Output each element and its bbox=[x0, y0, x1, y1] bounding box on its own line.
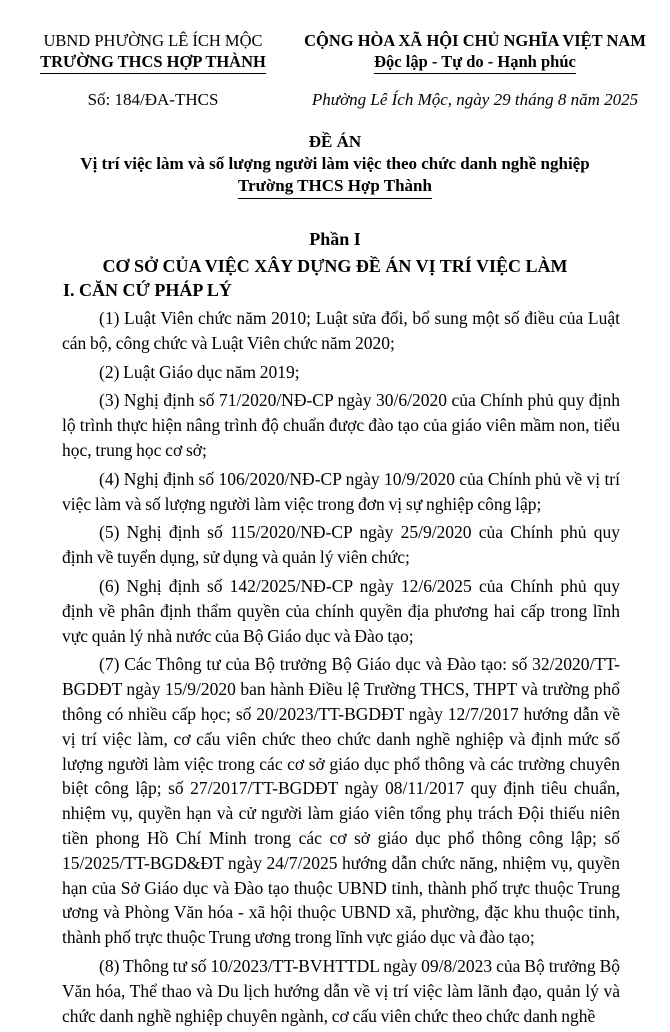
part-label: Phần I bbox=[309, 229, 361, 249]
national-motto-block bbox=[290, 30, 660, 74]
section-heading: I. CĂN CỨ PHÁP LÝ bbox=[63, 280, 232, 300]
paragraph: (2) Luật Giáo dục năm 2019; bbox=[99, 361, 300, 382]
document-number: Số: 184/ĐA-THCS bbox=[87, 90, 219, 109]
part-title: CƠ SỞ CỦA VIỆC XÂY DỰNG ĐỀ ÁN VỊ TRÍ VIỆC LÀM bbox=[102, 256, 568, 276]
title-school: Trường THCS Hợp Thành bbox=[238, 175, 432, 199]
issuer-authority: UBND PHƯỜNG LÊ ÍCH MỘC bbox=[43, 31, 263, 50]
title-line-2 bbox=[0, 175, 670, 199]
title-line-1: Vị trí việc làm và số lượng người làm việc theo chức danh nghề nghiệp bbox=[80, 154, 590, 173]
issuer-school-name: TRƯỜNG THCS HỢP THÀNH bbox=[40, 51, 266, 74]
paragraph: (8) Thông tư số 10/2023/TT-BVHTTDL ngày 09/8/2023 của Bộ trưởng Bộ Văn hóa, Thể thao và Du lịch hướng dẫn về vị trí việc làm lãnh đạo, quản lý và chức danh nghề nghiệp chuyên ngành, cơ cấu viên chức theo chức danh nghề bbox=[62, 955, 620, 1026]
issuer-block bbox=[28, 30, 278, 74]
document-type: ĐỀ ÁN bbox=[308, 132, 362, 151]
document-title bbox=[0, 131, 670, 199]
national-title: CỘNG HÒA XÃ HỘI CHỦ NGHĨA VIỆT NAM bbox=[304, 31, 646, 50]
issuer-school bbox=[28, 51, 278, 74]
part-heading bbox=[0, 226, 670, 280]
motto bbox=[290, 51, 660, 74]
motto-text: Độc lập - Tự do - Hạnh phúc bbox=[374, 51, 576, 74]
paragraph: (5) Nghị định số 115/2020/NĐ-CP ngày 25/9/2020 của Chính phủ quy định về tuyển dụng, sử dụng và quản lý viên chức; bbox=[62, 522, 620, 568]
paragraph: (7) Các Thông tư của Bộ trưởng Bộ Giáo dục và Đào tạo: số 32/2020/TT-BGDĐT ngày 15/9/2020 ban hành Điều lệ Trường THCS, THPT và trường phổ thông có nhiều cấp học; số 20/2023/TT-BGDĐT ngày 12/7/2017 hướng dẫn về vị trí việc làm, cơ cấu viên chức theo chức danh nghề nghiệp và định mức số lượng người làm việc trong các cơ sở giáo dục phổ thông và các trường chuyên biệt công lập; số 27/2017/TT-BGDĐT ngày 08/11/2017 quy định tiêu chuẩn, nhiệm vụ, quyền hạn và cử người làm giáo viên tổng phụ trách Đội thiếu niên tiền phong Hồ Chí Minh trong các cơ sở giáo dục phổ thông công lập; số 15/2025/TT-BGD&ĐT ngày 24/7/2025 hướng dẫn chức năng, nhiệm vụ, quyền hạn của Sở Giáo dục và Đào tạo thuộc UBND tỉnh, thành phố trực thuộc Trung ương và Phòng Văn hóa - xã hội thuộc UBND xã, phường, đặc khu thuộc tỉnh, thành phố trực thuộc Trung ương trong lĩnh vực giáo dục và đào tạo; bbox=[62, 654, 620, 948]
legal-basis-list bbox=[62, 306, 620, 1032]
paragraph: (6) Nghị định số 142/2025/NĐ-CP ngày 12/6/2025 của Chính phủ quy định về phân định thẩm quyền của chính quyền địa phương hai cấp trong lĩnh vực quản lý nhà nước của Bộ Giáo dục và Đào tạo; bbox=[62, 575, 620, 646]
paragraph: (4) Nghị định số 106/2020/NĐ-CP ngày 10/9/2020 của Chính phủ về vị trí việc làm và số lượng người làm việc trong đơn vị sự nghiệp công lập; bbox=[62, 468, 620, 514]
place-date: Phường Lê Ích Mộc, ngày 29 tháng 8 năm 2025 bbox=[311, 90, 639, 109]
paragraph: (1) Luật Viên chức năm 2010; Luật sửa đổi, bổ sung một số điều của Luật cán bộ, công chức và Luật Viên chức năm 2020; bbox=[62, 308, 620, 353]
paragraph: (3) Nghị định số 71/2020/NĐ-CP ngày 30/6/2020 của Chính phủ quy định lộ trình thực hiện nâng trình độ chuẩn được đào tạo của giáo viên mầm non, tiểu học, trung học cơ sở; bbox=[62, 390, 620, 460]
